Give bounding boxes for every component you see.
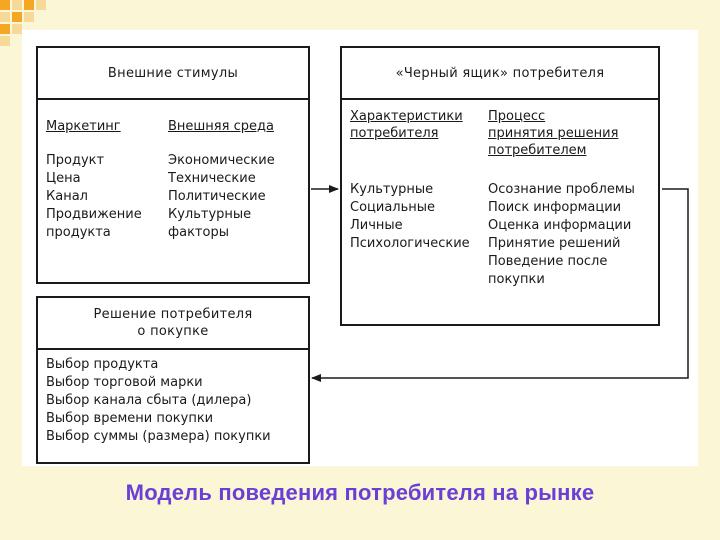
marketing-item: продукта [46, 225, 111, 240]
marketing-item: Канал [46, 189, 88, 204]
marketing-item: Продвижение [46, 207, 142, 222]
purchase-decision-item: Выбор суммы (размера) покупки [46, 429, 271, 444]
marketing-item: Продукт [46, 153, 105, 168]
decision-process-title-line: потребителем [488, 143, 587, 158]
characteristics-title-line: Характеристики [350, 109, 463, 124]
decision-process-title-line: принятия решения [488, 126, 619, 141]
marketing-item: Цена [46, 171, 81, 186]
purchase-decision-header-line: о покупке [137, 324, 209, 339]
environment-item: Культурные [168, 207, 252, 222]
characteristics-item: Личные [350, 218, 403, 233]
decision-process-title-line: Процесс [488, 109, 546, 124]
environment-title: Внешняя среда [168, 119, 274, 134]
decision-process-item: Оценка информации [488, 218, 632, 233]
environment-item: Политические [168, 189, 266, 204]
characteristics-item: Культурные [350, 182, 434, 197]
external-stimuli-header-text: Внешние стимулы [107, 65, 239, 81]
decision-process-item: Поведение после [488, 254, 608, 269]
decision-process-item: Принятие решений [488, 236, 621, 251]
decision-process-item: покупки [488, 272, 545, 287]
environment-item: Технические [168, 171, 256, 186]
characteristics-item: Психологические [350, 236, 470, 251]
purchase-decision-item: Выбор канала сбыта (дилера) [46, 393, 252, 408]
purchase-decision-item: Выбор времени покупки [46, 411, 214, 426]
environment-item: Экономические [168, 153, 275, 168]
characteristics-title-line: потребителя [350, 126, 439, 141]
characteristics-item: Социальные [350, 200, 436, 215]
arrow-blackbox-to-decision [312, 189, 688, 378]
marketing-title: Маркетинг [46, 119, 121, 134]
purchase-decision-header-line: Решение потребителя [93, 307, 253, 322]
environment-item: факторы [168, 225, 229, 240]
decision-process-item: Осознание проблемы [488, 182, 635, 197]
decision-process-item: Поиск информации [488, 200, 622, 215]
black-box-header-text: «Черный ящик» потребителя [395, 65, 605, 81]
purchase-decision-item: Выбор торговой марки [46, 375, 203, 390]
purchase-decision-item: Выбор продукта [46, 357, 159, 372]
diagram-caption: Модель поведения потребителя на рынке [125, 480, 595, 505]
